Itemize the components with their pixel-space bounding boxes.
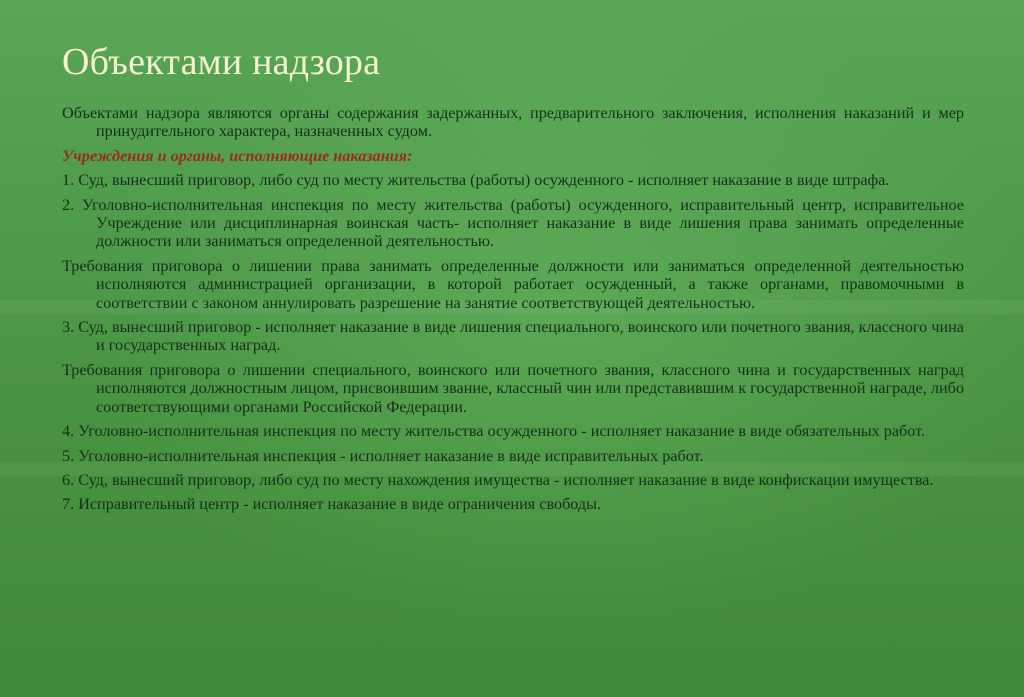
list-item: Требования приговора о лишении права занимать определенные должности или заниматься определенной деятельностью исполняются администрацией организации, в которой работает осужденный, а также органами, правомочными в соответствии с законом аннулировать разрешение на занятие соответствующей деятельностью. — [62, 256, 964, 312]
list-item: Требования приговора о лишении специального, воинского или почетного звания, классного чина и государственных наград исполняются должностным лицом, присвоившим звание, классный чин или представившим к государственной награде, либо соответствующими органами Российской Федерации. — [62, 360, 964, 416]
intro-paragraph: Объектами надзора являются органы содержания задержанных, предварительного заключения, исполнения наказаний и мер принудительного характера, назначенных судом. — [62, 104, 964, 141]
slide-title: Объектами надзора — [62, 41, 381, 83]
list-item: 2. Уголовно-исполнительная инспекция по месту жительства (работы) осужденного, исправительный центр, исправительное Учреждение или дисциплинарная воинская часть- исполняет наказание в виде лишения права занимать определенные должности или заниматься определенной деятельностью. — [62, 195, 964, 251]
list-item: 3. Суд, вынесший приговор - исполняет наказание в виде лишения специального, воинского или почетного звания, классного чина и государственных наград. — [62, 318, 964, 355]
slide-content — [62, 104, 964, 520]
section-heading: Учреждения и органы, исполняющие наказания: — [62, 146, 413, 165]
list-item: 5. Уголовно-исполнительная инспекция - исполняет наказание в виде исправительных работ. — [62, 446, 704, 465]
list-item: 6. Суд, вынесший приговор, либо суд по месту нахождения имущества - исполняет наказание в виде конфискации имущества. — [62, 470, 934, 489]
list-item: 4. Уголовно-исполнительная инспекция по месту жительства осужденного - исполняет наказание в виде обязательных работ. — [62, 422, 926, 441]
list-item: 1. Суд, вынесший приговор, либо суд по месту жительства (работы) осужденного - исполняет наказание в виде штрафа. — [62, 171, 890, 190]
list-item: 7. Исправительный центр - исполняет наказание в виде ограничения свободы. — [62, 495, 602, 514]
